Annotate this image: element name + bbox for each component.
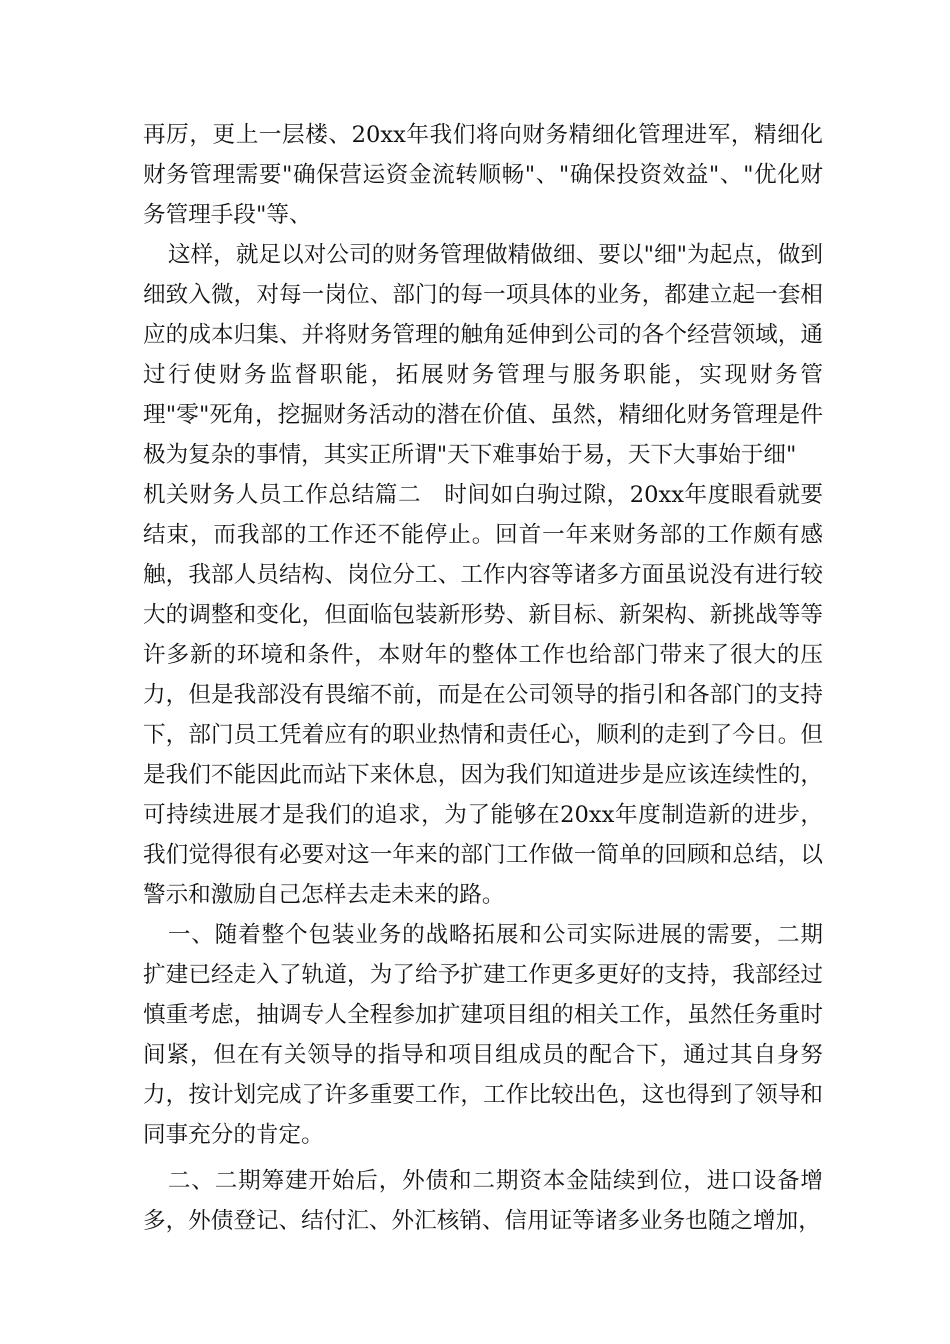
paragraph-item-one: 一、随着整个包装业务的战略拓展和公司实际进展的需要，二期扩建已经走入了轨道，为了给予扩建工作更多更好的支持，我部经过慎重考虑，抽调专人全程参加扩建项目组的相关工作，虽然任务重时间紧，但在有关领导的指导和项目组成员的配合下，通过其自身努力，按计划完成了许多重要工作，工作比较出色，这也得到了领导和同事充分的肯定。: [143, 922, 823, 1148]
paragraph-item-two: 二、二期筹建开始后，外债和二期资本金陆续到位，进口设备增多，外债登记、结付汇、外汇核销、信用证等诸多业务也随之增加，: [143, 1168, 823, 1234]
document-body: [143, 115, 823, 1241]
paragraph-fine-management: 这样，就足以对公司的财务管理做精做细、要以"细"为起点，做到细致入微，对每一岗位、部门的每一项具体的业务，都建立起一套相应的成本归集、并将财务管理的触角延伸到公司的各个经营领域，通过行使财务监督职能，拓展财务管理与服务职能，实现财务管理"零"死角，挖掘财务活动的潜在价值、虽然，精细化财务管理是件极为复杂的事情，其实正所谓"天下难事始于易，天下大事始于细": [143, 242, 823, 468]
paragraph-continuation: 再厉，更上一层楼、20xx年我们将向财务精细化管理进军，精细化财务管理需要"确保营运资金流转顺畅"、"确保投资效益"、"优化财务管理手段"等、: [143, 122, 823, 228]
paragraph-summary-part-two: 机关财务人员工作总结篇二 时间如白驹过隙，20xx年度眼看就要结束，而我部的工作还不能停止。回首一年来财务部的工作颇有感触，我部人员结构、岗位分工、工作内容等诸多方面虽说没有进行较大的调整和变化，但面临包装新形势、新目标、新架构、新挑战等等许多新的环境和条件，本财年的整体工作也给部门带来了很大的压力，但是我部没有畏缩不前，而是在公司领导的指引和各部门的支持下，部门员工凭着应有的职业热情和责任心，顺利的走到了今日。但是我们不能因此而站下来休息，因为我们知道进步是应该连续性的，可持续进展才是我们的追求，为了能够在20xx年度制造新的进步，我们觉得很有必要对这一年来的部门工作做一简单的回顾和总结，以警示和激励自己怎样去走未来的路。: [143, 482, 823, 908]
